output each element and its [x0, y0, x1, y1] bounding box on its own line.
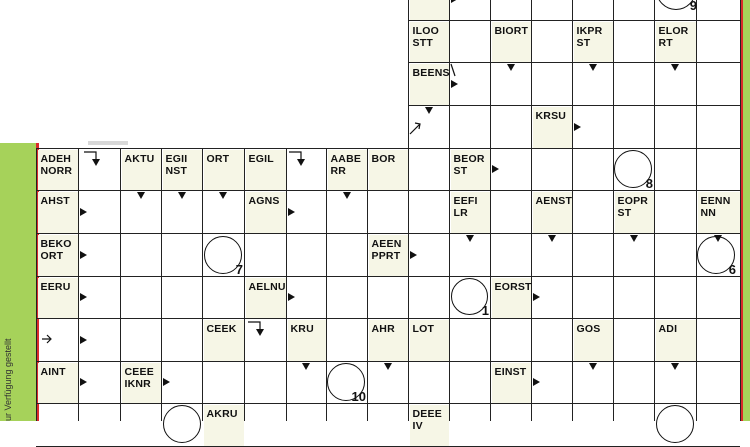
clue-cell[interactable]: CEEE IKNR	[122, 363, 162, 404]
clue-cell[interactable]: BOR	[369, 150, 409, 191]
arrow-down-icon	[630, 235, 638, 242]
arrow-down-icon	[425, 107, 433, 114]
solution-number: 10	[351, 389, 366, 404]
clue-cell[interactable]: BEOR ST	[451, 150, 491, 191]
arrow-right-icon	[163, 378, 170, 386]
clue-cell[interactable]: ORT	[204, 150, 245, 191]
clue-cell[interactable]: DEEE IV	[410, 405, 450, 447]
clue-cell[interactable]: GOS	[574, 320, 614, 362]
clue-cell[interactable]: ADEH NORR	[38, 150, 79, 191]
arrow-right-icon	[533, 293, 540, 301]
arrow-right-icon	[80, 208, 87, 216]
arrow-down-icon	[507, 64, 515, 71]
arrow-down-icon	[302, 363, 310, 370]
arrow-down-icon	[178, 192, 186, 199]
arrow-right-icon	[80, 336, 87, 344]
clue-cell[interactable]: AENST	[533, 192, 573, 234]
clue-cell[interactable]: EOPR ST	[615, 192, 655, 234]
clue-cell[interactable]: BIORT	[492, 22, 532, 63]
clue-cell[interactable]: IKPR ST	[574, 22, 614, 63]
solution-number: 6	[728, 262, 736, 277]
clue-cell[interactable]: ELOR RT	[656, 22, 697, 63]
clue-cell[interactable]: KRSU	[533, 107, 573, 149]
bent-arrow-icon	[82, 150, 108, 168]
solution-circle	[656, 405, 694, 443]
solution-number: 8	[645, 176, 653, 191]
clue-cell[interactable]	[410, 0, 450, 20]
clue-cell[interactable]: EEFI LR	[451, 192, 491, 234]
arrow-right-icon	[451, 0, 458, 3]
clue-cell[interactable]: AABE RR	[328, 150, 368, 191]
clue-cell[interactable]: BEKO ORT	[38, 235, 79, 277]
clue-cell[interactable]: AKTU	[122, 150, 162, 191]
arrow-down-icon	[589, 363, 597, 370]
green-side-bar-right	[743, 0, 750, 421]
clue-cell[interactable]: AELNU	[246, 278, 287, 319]
clue-cell[interactable]: EGII NST	[163, 150, 203, 191]
grid-line-h	[408, 105, 740, 106]
grid-line-v	[490, 0, 491, 421]
grid-line-v	[740, 0, 741, 421]
clue-cell[interactable]: EERU	[38, 278, 79, 319]
solution-circle	[451, 278, 489, 318]
solution-number: 7	[235, 262, 243, 277]
arrow-right-icon	[410, 251, 417, 259]
arrow-right-icon	[492, 165, 499, 173]
arrow-down-icon	[466, 235, 474, 242]
arrow-right-icon	[451, 80, 458, 88]
diagonal-arrow-icon	[408, 120, 424, 136]
bent-arrow-icon	[287, 150, 313, 168]
arrow-down-icon	[384, 363, 392, 370]
arrow-down-icon	[671, 64, 679, 71]
arrow-down-icon	[589, 64, 597, 71]
solution-circle	[614, 150, 653, 191]
clue-cell[interactable]: ADI	[656, 320, 697, 362]
bent-arrow-icon	[246, 320, 272, 338]
arrow-right-icon	[533, 378, 540, 386]
clue-cell[interactable]: AINT	[38, 363, 79, 404]
arrow-down-icon	[137, 192, 145, 199]
clue-cell[interactable]: AHST	[38, 192, 79, 234]
arrow-right-icon	[574, 123, 581, 131]
clue-cell[interactable]: EGIL	[246, 150, 287, 191]
arrow-right-icon	[80, 293, 87, 301]
small-arrow-icon	[40, 333, 56, 349]
clue-cell[interactable]: EINST	[492, 363, 532, 404]
arrow-down-icon	[343, 192, 351, 199]
clue-cell[interactable]: CEEK	[204, 320, 245, 362]
clue-cell[interactable]: EORST	[492, 278, 532, 319]
solution-circle	[327, 363, 366, 404]
clue-cell[interactable]: ILOO STT	[410, 22, 450, 63]
solution-number: 1	[481, 303, 489, 318]
arrow-right-icon	[288, 293, 295, 301]
clue-cell[interactable]: EENN NN	[698, 192, 741, 234]
shadow-edge	[88, 141, 128, 145]
arrow-down-icon	[219, 192, 227, 199]
clue-cell[interactable]: BEENS	[410, 64, 450, 106]
clue-cell[interactable]: KRU	[288, 320, 327, 362]
solution-circle	[656, 0, 697, 13]
solution-circle	[163, 405, 201, 443]
grid-line-h	[36, 276, 740, 277]
clue-cell[interactable]: AGNS	[246, 192, 287, 234]
clue-cell[interactable]: AHR	[369, 320, 409, 362]
arrow-down-icon	[548, 235, 556, 242]
clue-cell[interactable]: AKRU	[204, 405, 245, 447]
grid-line-h	[36, 403, 740, 404]
arrow-down-icon	[671, 363, 679, 370]
arrow-right-icon	[288, 208, 295, 216]
arrow-right-icon	[80, 251, 87, 259]
clue-cell[interactable]: LOT	[410, 320, 450, 362]
credit-text: ur Verfügung gestellt	[3, 338, 13, 421]
grid-line-v	[286, 148, 287, 421]
clue-cell[interactable]: AEEN PPRT	[369, 235, 409, 277]
solution-circle	[697, 236, 736, 277]
arrow-right-icon	[80, 378, 87, 386]
solution-circle	[204, 236, 243, 277]
diagonal-arrow-icon	[449, 62, 465, 78]
solution-number: 9	[689, 0, 697, 13]
